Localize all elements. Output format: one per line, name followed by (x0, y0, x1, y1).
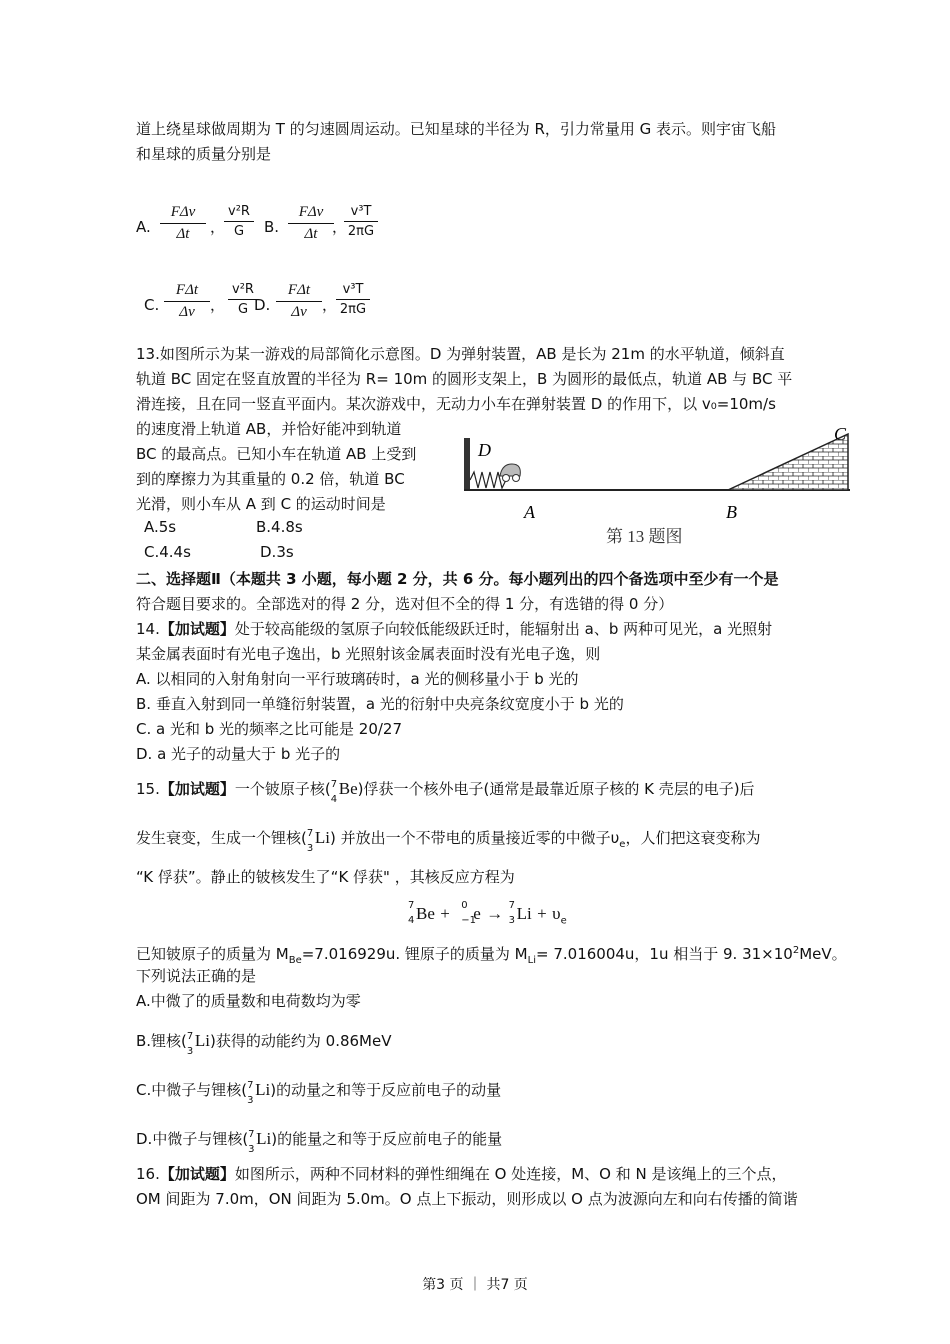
q13-line-2: 轨道 BC 固定在竖直放置的半径为 R= 10m 的圆形支架上，B 为圆形的最低点，轨道 AB 与 BC 平 (136, 370, 793, 388)
q14-line-2: 某金属表面时有光电子逸出，b 光照射该金属表面时没有光电子逸，则 (136, 645, 601, 663)
option-c-fraction-1: FΔt Δv (164, 282, 210, 321)
q15-option-c: C.中微子与锂核( 7 3 Li)的动量之和等于反应前电子的动量 (136, 1080, 502, 1106)
figure-caption: 第 13 题图 (606, 527, 683, 546)
q13-option-d: D.3s (260, 543, 294, 561)
option-a-fraction-2: v²R G (224, 204, 254, 239)
intro-line-1: 道上绕星球做周期为 T 的匀速圆周运动。已知星球的半径为 R，引力常量用 G 表示。则宇宙飞船 (136, 120, 777, 138)
comma: ， (322, 296, 338, 314)
reaction-equation: 7 4 Be + 0 −1 e → 7 3 $Li + \upsilon_e$ (408, 900, 567, 927)
comma: ， (210, 296, 226, 314)
q15-question: 下列说法正确的是 (136, 967, 257, 985)
q15-data-line: 已知铍原子的质量为 $M_{Be}=7.016929u$. 锂原子的质量为 $M_{Li}= 7.016004u$，1u 相当于 9. $31\times 10^2MeV$。 (136, 945, 847, 966)
q15-line-1: 15.【加试题】一个铍原子核( 7 4 Be)俘获一个核外电子(通常是最靠近原子核的 K 壳层的电子)后 (136, 779, 755, 805)
wall (464, 438, 470, 490)
q16-line-2: OM 间距为 7.0m，ON 间距为 5.0m。O 点上下振动，则形成以 O 点为波源向左和向右传播的简谐 (136, 1190, 798, 1208)
q13-option-b: B.4.8s (256, 518, 303, 536)
q14-option-d: D. a 光子的动量大于 b 光子的 (136, 745, 341, 763)
label-c: C (834, 424, 847, 444)
page-footer: 第3 页 ｜ 共7 页 (422, 1277, 528, 1293)
option-b-fraction-2: v³T 2πG (344, 204, 378, 239)
q15-option-a: A.中微了的质量数和电荷数均为零 (136, 992, 361, 1010)
q14-option-a: A. 以相同的入射角射向一平行玻璃砖时，a 光的侧移量小于 b 光的 (136, 670, 579, 688)
q16-line-1: 16.【加试题】如图所示，两种不同材料的弹性细绳在 O 处连接，M、O 和 N 是该绳上的三个点， (136, 1165, 787, 1183)
label-d: D (478, 440, 491, 460)
nuclide-be: 7 4 Be (330, 779, 358, 805)
q13-line-4: 的速度滑上轨道 AB，并恰好能冲到轨道 (136, 420, 402, 438)
q15-option-b: B.锂核( 7 3 Li)获得的动能约为 0.86MeV (136, 1031, 392, 1057)
option-a-fraction-1: FΔv Δt (160, 204, 206, 243)
option-d-fraction-1: FΔt Δv (276, 282, 322, 321)
label-b: B (726, 502, 737, 522)
q13-line-1: 13.如图所示为某一游戏的局部简化示意图。D 为弹射装置，AB 是长为 21m 的水平轨道，倾斜直 (136, 345, 785, 363)
comma: ， (210, 218, 226, 236)
q13-figure (458, 424, 858, 550)
q14-line-1: 14.【加试题】处于较高能级的氢原子向较低能级跃迁时，能辐射出 a、b 两种可见光，a 光照射 (136, 620, 773, 638)
option-d-label: D. (254, 296, 271, 314)
option-d-fraction-2: v³T 2πG (336, 282, 370, 317)
label-a: A (524, 502, 535, 522)
intro-line-2: 和星球的质量分别是 (136, 145, 272, 163)
option-a-label: A. (136, 218, 151, 236)
q14-option-b: B. 垂直入射到同一单缝衍射装置，a 光的衍射中央亮条纹宽度小于 b 光的 (136, 695, 624, 713)
option-c-fraction-2: v²R G (228, 282, 258, 317)
q13-line-7: 光滑，则小车从 A 到 C 的运动时间是 (136, 495, 386, 513)
comma: ， (332, 218, 348, 236)
q13-option-c: C.4.4s (144, 543, 191, 561)
option-c-label: C. (144, 296, 160, 314)
section2-line-1: 二、选择题Ⅱ（本题共 3 小题，每小题 2 分，共 6 分。每小题列出的四个备选项中至少有一个是 (136, 570, 779, 588)
q13-option-a: A.5s (144, 518, 177, 536)
option-b-fraction-1: FΔv Δt (288, 204, 334, 243)
q15-line-2: 发生衰变，生成一个锂核( 7 3 Li) 并放出一个不带电的质量接近零的中微子$\upsilon_e$，人们把这衰变称为 (136, 828, 761, 854)
nuclide-li: 7 3 Li (306, 828, 330, 854)
q15-line-3: “K 俘获”。静止的铍核发生了“K 俘获" ，其核反应方程为 (136, 868, 515, 886)
car-body (500, 464, 520, 476)
incline-bc (728, 434, 848, 490)
q13-line-5: BC 的最高点。已知小车在轨道 AB 上受到 (136, 445, 417, 463)
section2-line-2: 符合题目要求的。全部选对的得 2 分，选对但不全的得 1 分，有选错的得 0 分） (136, 595, 674, 613)
option-b-label: B. (264, 218, 280, 236)
q13-line-3: 滑连接，且在同一竖直平面内。某次游戏中，无动力小车在弹射装置 D 的作用下，以 v₀=10m/s (136, 395, 776, 413)
q14-option-c: C. a 光和 b 光的频率之比可能是 20/27 (136, 720, 403, 738)
q15-option-d: D.中微子与锂核( 7 3 Li)的能量之和等于反应前电子的能量 (136, 1129, 503, 1155)
q13-line-6: 到的摩擦力为其重量的 0.2 倍，轨道 BC (136, 470, 405, 488)
